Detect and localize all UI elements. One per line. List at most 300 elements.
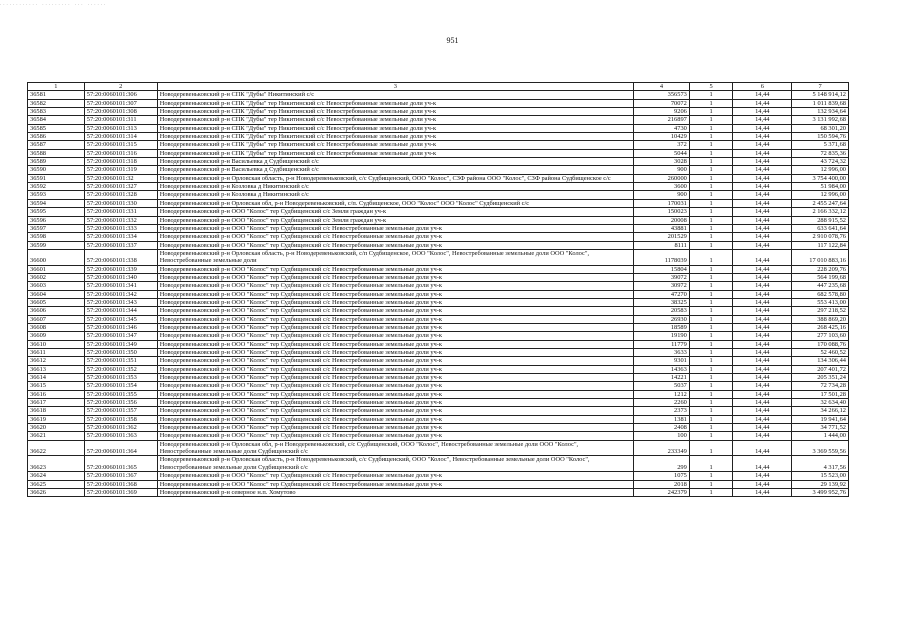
share-cell: 1 bbox=[689, 432, 733, 440]
share-cell: 1 bbox=[689, 480, 733, 488]
share-cell: 1 bbox=[689, 349, 733, 357]
address-cell: Новодеревеньковский р-н ООО "Колос" тер Судбищенский с/с Невостребованные земельные доли уч-к bbox=[157, 432, 633, 440]
area-cell: 1212 bbox=[634, 390, 690, 398]
rate-cell: 14,44 bbox=[733, 440, 792, 456]
row-number-cell: 36614 bbox=[28, 374, 85, 382]
value-cell: 72 835,36 bbox=[792, 149, 849, 157]
table-row bbox=[28, 265, 849, 273]
address-cell: Новодеревеньковский р-н Орловская обл, р-н Новодеревеньковский, с/с Судбищенский, ООО "Колос", Невостребованные земельные доли ООО "Колос", Невостребованные земельные доли Судбищенский с/с bbox=[157, 440, 633, 456]
rate-cell: 14,44 bbox=[733, 233, 792, 241]
area-cell: 4730 bbox=[634, 124, 690, 132]
cadastral-number-cell: 57:20:0060101:352 bbox=[84, 365, 157, 373]
rate-cell: 14,44 bbox=[733, 166, 792, 174]
rate-cell: 14,44 bbox=[733, 91, 792, 99]
area-cell: 233349 bbox=[634, 440, 690, 456]
table-row bbox=[28, 290, 849, 298]
address-cell: Новодеревеньковский р-н СПК "Дубы" тер Никитинский с/с Невостребованные земельные доли уч-к bbox=[157, 108, 633, 116]
share-cell: 1 bbox=[689, 382, 733, 390]
address-cell: Новодеревеньковский р-н ООО "Колос" тер Судбищенский с/с Невостребованные земельные доли уч-к bbox=[157, 407, 633, 415]
column-header: 7 bbox=[792, 83, 849, 91]
table-row bbox=[28, 149, 849, 157]
address-cell: Новодеревеньковский р-н ООО "Колос" тер Судбищенский с/с Земли граждан уч-к bbox=[157, 208, 633, 216]
row-number-cell: 36607 bbox=[28, 315, 85, 323]
area-cell: 1381 bbox=[634, 415, 690, 423]
share-cell: 1 bbox=[689, 108, 733, 116]
row-number-cell: 36600 bbox=[28, 249, 85, 265]
table-row bbox=[28, 158, 849, 166]
area-cell: 372 bbox=[634, 141, 690, 149]
share-cell: 1 bbox=[689, 233, 733, 241]
table-header bbox=[28, 83, 849, 91]
rate-cell: 14,44 bbox=[733, 374, 792, 382]
value-cell: 2 910 078,76 bbox=[792, 233, 849, 241]
cadastral-number-cell: 57:20:0060101:349 bbox=[84, 340, 157, 348]
address-cell: Новодеревеньковский р-н ООО "Колос" тер Судбищенский с/с Невостребованные земельные доли уч-к bbox=[157, 382, 633, 390]
row-number-cell: 36598 bbox=[28, 233, 85, 241]
table-row bbox=[28, 99, 849, 107]
rate-cell: 14,44 bbox=[733, 124, 792, 132]
value-cell: 268 425,16 bbox=[792, 323, 849, 331]
row-number-cell: 36589 bbox=[28, 158, 85, 166]
rate-cell: 14,44 bbox=[733, 191, 792, 199]
value-cell: 682 578,80 bbox=[792, 290, 849, 298]
address-cell: Новодеревеньковский р-н СПК "Дубы" тер Никитинский с/с Невостребованные земельные доли уч-к bbox=[157, 141, 633, 149]
address-cell: Новодеревеньковский р-н ООО "Колос" тер Судбищенский с/с Невостребованные земельные доли уч-к bbox=[157, 357, 633, 365]
address-cell: Новодеревеньковский р-н ООО "Колос" тер Судбищенский с/с Невостребованные земельные доли уч-к bbox=[157, 298, 633, 306]
address-cell: Новодеревеньковский р-н Васильевка д Судбищенский с/с bbox=[157, 158, 633, 166]
share-cell: 1 bbox=[689, 298, 733, 306]
address-cell: Новодеревеньковский р-н ООО "Колос" тер Судбищенский с/с Невостребованные земельные доли уч-к bbox=[157, 290, 633, 298]
rate-cell: 14,44 bbox=[733, 340, 792, 348]
value-cell: 15 523,00 bbox=[792, 472, 849, 480]
value-cell: 134 306,44 bbox=[792, 357, 849, 365]
address-cell: Новодеревеньковский р-н ООО "Колос" тер Судбищенский с/с Невостребованные земельные доли уч-к bbox=[157, 340, 633, 348]
cadastral-number-cell: 57:20:0060101:350 bbox=[84, 349, 157, 357]
address-cell: Новодеревеньковский р-н ООО "Колос" тер Судбищенский с/с Невостребованные земельные доли уч-к bbox=[157, 480, 633, 488]
area-cell: 10429 bbox=[634, 133, 690, 141]
area-cell: 19190 bbox=[634, 332, 690, 340]
row-number-cell: 36593 bbox=[28, 191, 85, 199]
value-cell: 564 199,68 bbox=[792, 273, 849, 281]
value-cell: 388 869,20 bbox=[792, 315, 849, 323]
value-cell: 205 351,24 bbox=[792, 374, 849, 382]
row-number-cell: 36606 bbox=[28, 307, 85, 315]
row-number-cell: 36622 bbox=[28, 440, 85, 456]
rate-cell: 14,44 bbox=[733, 407, 792, 415]
rate-cell: 14,44 bbox=[733, 249, 792, 265]
cadastral-number-cell: 57:20:0060101:346 bbox=[84, 323, 157, 331]
area-cell: 9301 bbox=[634, 357, 690, 365]
row-number-cell: 36585 bbox=[28, 124, 85, 132]
share-cell: 1 bbox=[689, 224, 733, 232]
cadastral-number-cell: 57:20:0060101:340 bbox=[84, 273, 157, 281]
address-cell: Новодеревеньковский р-н СПК "Дубы" Никитинский с/с bbox=[157, 91, 633, 99]
value-cell: 5 148 914,12 bbox=[792, 91, 849, 99]
share-cell: 1 bbox=[689, 158, 733, 166]
row-number-cell: 36624 bbox=[28, 472, 85, 480]
cadastral-number-cell: 57:20:0060101:354 bbox=[84, 382, 157, 390]
table-row bbox=[28, 191, 849, 199]
rate-cell: 14,44 bbox=[733, 357, 792, 365]
row-number-cell: 36619 bbox=[28, 415, 85, 423]
share-cell: 1 bbox=[689, 124, 733, 132]
share-cell: 1 bbox=[689, 424, 733, 432]
table-row bbox=[28, 208, 849, 216]
row-number-cell: 36613 bbox=[28, 365, 85, 373]
column-header: 1 bbox=[28, 83, 85, 91]
cadastral-number-cell: 57:20:0060101:369 bbox=[84, 488, 157, 496]
rate-cell: 14,44 bbox=[733, 365, 792, 373]
share-cell: 1 bbox=[689, 488, 733, 496]
value-cell: 277 103,60 bbox=[792, 332, 849, 340]
rate-cell: 14,44 bbox=[733, 273, 792, 281]
cadastral-number-cell: 57:20:0060101:332 bbox=[84, 216, 157, 224]
table-row bbox=[28, 183, 849, 191]
row-number-cell: 36620 bbox=[28, 424, 85, 432]
rate-cell: 14,44 bbox=[733, 158, 792, 166]
value-cell: 52 460,52 bbox=[792, 349, 849, 357]
column-header: 5 bbox=[689, 83, 733, 91]
area-cell: 1178039 bbox=[634, 249, 690, 265]
cadastral-number-cell: 57:20:0060101:315 bbox=[84, 141, 157, 149]
area-cell: 1075 bbox=[634, 472, 690, 480]
rate-cell: 14,44 bbox=[733, 456, 792, 472]
row-number-cell: 36588 bbox=[28, 149, 85, 157]
table-row bbox=[28, 456, 849, 472]
row-number-cell: 36599 bbox=[28, 241, 85, 249]
share-cell: 1 bbox=[689, 407, 733, 415]
table-row bbox=[28, 91, 849, 99]
row-number-cell: 36603 bbox=[28, 282, 85, 290]
area-cell: 38325 bbox=[634, 298, 690, 306]
rate-cell: 14,44 bbox=[733, 265, 792, 273]
address-cell: Новодеревеньковский р-н ООО "Колос" тер Судбищенский с/с Невостребованные земельные доли уч-к bbox=[157, 241, 633, 249]
row-number-cell: 36618 bbox=[28, 407, 85, 415]
cadastral-number-cell: 57:20:0060101:365 bbox=[84, 456, 157, 472]
value-cell: 12 996,00 bbox=[792, 191, 849, 199]
table-row bbox=[28, 332, 849, 340]
value-cell: 553 413,00 bbox=[792, 298, 849, 306]
address-cell: Новодеревеньковский р-н ООО "Колос" тер Судбищенский с/с Невостребованные земельные доли уч-к bbox=[157, 273, 633, 281]
share-cell: 1 bbox=[689, 265, 733, 273]
rate-cell: 14,44 bbox=[733, 108, 792, 116]
cadastral-number-cell: 57:20:0060101:32 bbox=[84, 174, 157, 182]
cadastral-number-cell: 57:20:0060101:318 bbox=[84, 158, 157, 166]
cadastral-number-cell: 57:20:0060101:343 bbox=[84, 298, 157, 306]
cadastral-number-cell: 57:20:0060101:306 bbox=[84, 91, 157, 99]
address-cell: Новодеревеньковский р-н Козловка д Никитинский с/с bbox=[157, 191, 633, 199]
rate-cell: 14,44 bbox=[733, 480, 792, 488]
address-cell: Новодеревеньковский р-н ООО "Колос" тер Судбищенский с/с Невостребованные земельные доли уч-к bbox=[157, 282, 633, 290]
area-cell: 14221 bbox=[634, 374, 690, 382]
share-cell: 1 bbox=[689, 273, 733, 281]
rate-cell: 14,44 bbox=[733, 424, 792, 432]
area-cell: 8111 bbox=[634, 241, 690, 249]
row-number-cell: 36596 bbox=[28, 216, 85, 224]
rate-cell: 14,44 bbox=[733, 323, 792, 331]
value-cell: 150 594,76 bbox=[792, 133, 849, 141]
share-cell: 1 bbox=[689, 133, 733, 141]
address-cell: Новодеревеньковский р-н СПК "Дубы" тер Никитинский с/с Невостребованные земельные доли уч-к bbox=[157, 149, 633, 157]
cadastral-number-cell: 57:20:0060101:356 bbox=[84, 399, 157, 407]
value-cell: 17 010 883,16 bbox=[792, 249, 849, 265]
area-cell: 5037 bbox=[634, 382, 690, 390]
rate-cell: 14,44 bbox=[733, 472, 792, 480]
area-cell: 47270 bbox=[634, 290, 690, 298]
value-cell: 2 166 332,12 bbox=[792, 208, 849, 216]
address-cell: Новодеревеньковский р-н Козловка д Никитинский с/с bbox=[157, 183, 633, 191]
table-row bbox=[28, 108, 849, 116]
rate-cell: 14,44 bbox=[733, 216, 792, 224]
rate-cell: 14,44 bbox=[733, 390, 792, 398]
area-cell: 15804 bbox=[634, 265, 690, 273]
row-number-cell: 36586 bbox=[28, 133, 85, 141]
rate-cell: 14,44 bbox=[733, 99, 792, 107]
area-cell: 242379 bbox=[634, 488, 690, 496]
cadastral-number-cell: 57:20:0060101:330 bbox=[84, 199, 157, 207]
table-row bbox=[28, 233, 849, 241]
value-cell: 1 011 839,68 bbox=[792, 99, 849, 107]
row-number-cell: 36604 bbox=[28, 290, 85, 298]
cadastral-number-cell: 57:20:0060101:345 bbox=[84, 315, 157, 323]
rate-cell: 14,44 bbox=[733, 183, 792, 191]
row-number-cell: 36625 bbox=[28, 480, 85, 488]
row-number-cell: 36592 bbox=[28, 183, 85, 191]
row-number-cell: 36587 bbox=[28, 141, 85, 149]
value-cell: 5 371,68 bbox=[792, 141, 849, 149]
value-cell: 2 455 247,64 bbox=[792, 199, 849, 207]
cadastral-number-cell: 57:20:0060101:355 bbox=[84, 390, 157, 398]
table-row bbox=[28, 488, 849, 496]
cadastral-number-cell: 57:20:0060101:334 bbox=[84, 233, 157, 241]
table-row bbox=[28, 357, 849, 365]
address-cell: Новодеревеньковский р-н ООО "Колос" тер Судбищенский с/с Земли граждан уч-к bbox=[157, 216, 633, 224]
share-cell: 1 bbox=[689, 323, 733, 331]
area-cell: 100 bbox=[634, 432, 690, 440]
rate-cell: 14,44 bbox=[733, 399, 792, 407]
table-row bbox=[28, 199, 849, 207]
rate-cell: 14,44 bbox=[733, 199, 792, 207]
value-cell: 32 634,40 bbox=[792, 399, 849, 407]
cadastral-number-cell: 57:20:0060101:327 bbox=[84, 183, 157, 191]
area-cell: 3633 bbox=[634, 349, 690, 357]
value-cell: 68 301,20 bbox=[792, 124, 849, 132]
area-cell: 299 bbox=[634, 456, 690, 472]
table-row bbox=[28, 424, 849, 432]
table-row bbox=[28, 407, 849, 415]
cadastral-number-cell: 57:20:0060101:351 bbox=[84, 357, 157, 365]
address-cell: Новодеревеньковский р-н ООО "Колос" тер Судбищенский с/с Невостребованные земельные доли уч-к bbox=[157, 323, 633, 331]
address-cell: Новодеревеньковский р-н ООО "Колос" тер Судбищенский с/с Невостребованные земельные доли уч-к bbox=[157, 307, 633, 315]
area-cell: 43881 bbox=[634, 224, 690, 232]
column-header: 6 bbox=[733, 83, 792, 91]
share-cell: 1 bbox=[689, 282, 733, 290]
rate-cell: 14,44 bbox=[733, 290, 792, 298]
area-cell: 11779 bbox=[634, 340, 690, 348]
table-row bbox=[28, 315, 849, 323]
value-cell: 207 401,72 bbox=[792, 365, 849, 373]
table-row bbox=[28, 415, 849, 423]
rate-cell: 14,44 bbox=[733, 307, 792, 315]
cadastral-number-cell: 57:20:0060101:347 bbox=[84, 332, 157, 340]
rate-cell: 14,44 bbox=[733, 382, 792, 390]
address-cell: Новодеревеньковский р-н ООО "Колос" тер Судбищенский с/с Невостребованные земельные доли уч-к bbox=[157, 265, 633, 273]
table-row bbox=[28, 307, 849, 315]
share-cell: 1 bbox=[689, 208, 733, 216]
address-cell: Новодеревеньковский р-н ООО "Колос" тер Судбищенский с/с Невостребованные земельные доли уч-к bbox=[157, 365, 633, 373]
row-number-cell: 36611 bbox=[28, 349, 85, 357]
row-number-cell: 36584 bbox=[28, 116, 85, 124]
address-cell: Новодеревеньковский р-н Васильевка д Судбищенский с/с bbox=[157, 166, 633, 174]
area-cell: 900 bbox=[634, 191, 690, 199]
row-number-cell: 36610 bbox=[28, 340, 85, 348]
row-number-cell: 36626 bbox=[28, 488, 85, 496]
share-cell: 1 bbox=[689, 315, 733, 323]
area-cell: 5044 bbox=[634, 149, 690, 157]
row-number-cell: 36583 bbox=[28, 108, 85, 116]
table-row bbox=[28, 216, 849, 224]
cadastral-number-cell: 57:20:0060101:333 bbox=[84, 224, 157, 232]
rate-cell: 14,44 bbox=[733, 116, 792, 124]
rate-cell: 14,44 bbox=[733, 282, 792, 290]
address-cell: Новодеревеньковский р-н ООО "Колос" тер Судбищенский с/с Невостребованные земельные доли уч-к bbox=[157, 349, 633, 357]
column-header: 3 bbox=[157, 83, 633, 91]
rate-cell: 14,44 bbox=[733, 141, 792, 149]
value-cell: 117 122,84 bbox=[792, 241, 849, 249]
share-cell: 1 bbox=[689, 199, 733, 207]
address-cell: Новодеревеньковский р-н ООО "Колос" тер Судбищенский с/с Невостребованные земельные доли уч-к bbox=[157, 374, 633, 382]
share-cell: 1 bbox=[689, 415, 733, 423]
cadastral-number-cell: 57:20:0060101:344 bbox=[84, 307, 157, 315]
share-cell: 1 bbox=[689, 340, 733, 348]
rate-cell: 14,44 bbox=[733, 432, 792, 440]
page-number: 951 bbox=[446, 36, 459, 45]
cadastral-number-cell: 57:20:0060101:337 bbox=[84, 241, 157, 249]
table-row bbox=[28, 432, 849, 440]
cadastral-number-cell: 57:20:0060101:368 bbox=[84, 480, 157, 488]
table-body bbox=[28, 91, 849, 497]
table-row bbox=[28, 174, 849, 182]
address-cell: Новодеревеньковский р-н Орловская обл, р-н Новодеревеньковский, с/п. Судбищенское, ООО "Колос" ООО "Колос" Судбищенский с/с bbox=[157, 199, 633, 207]
share-cell: 1 bbox=[689, 290, 733, 298]
value-cell: 447 235,68 bbox=[792, 282, 849, 290]
table-row bbox=[28, 133, 849, 141]
area-cell: 30972 bbox=[634, 282, 690, 290]
area-cell: 900 bbox=[634, 166, 690, 174]
address-cell: Новодеревеньковский р-н северное н.п. Хомутово bbox=[157, 488, 633, 496]
area-cell: 2018 bbox=[634, 480, 690, 488]
address-cell: Новодеревеньковский р-н ООО "Колос" тер Судбищенский с/с Невостребованные земельные доли уч-к bbox=[157, 233, 633, 241]
table-row bbox=[28, 249, 849, 265]
table-row bbox=[28, 116, 849, 124]
value-cell: 72 734,28 bbox=[792, 382, 849, 390]
table-row bbox=[28, 399, 849, 407]
row-number-cell: 36591 bbox=[28, 174, 85, 182]
value-cell: 34 771,52 bbox=[792, 424, 849, 432]
value-cell: 3 131 992,68 bbox=[792, 116, 849, 124]
cadastral-number-cell: 57:20:0060101:313 bbox=[84, 124, 157, 132]
header-row bbox=[28, 83, 849, 91]
table-row bbox=[28, 472, 849, 480]
share-cell: 1 bbox=[689, 332, 733, 340]
address-cell: Новодеревеньковский р-н Орловская область, р-н Новодеревеньковский, с/с Судбищенский, ООО "Колос", Невостребованные земельные доли ООО "Колос", Невостребованные земельные доли Судбищенский с/с bbox=[157, 456, 633, 472]
share-cell: 1 bbox=[689, 174, 733, 182]
rate-cell: 14,44 bbox=[733, 133, 792, 141]
area-cell: 356573 bbox=[634, 91, 690, 99]
row-number-cell: 36608 bbox=[28, 323, 85, 331]
area-cell: 39072 bbox=[634, 273, 690, 281]
row-number-cell: 36605 bbox=[28, 298, 85, 306]
rate-cell: 14,44 bbox=[733, 315, 792, 323]
value-cell: 3 369 559,56 bbox=[792, 440, 849, 456]
rate-cell: 14,44 bbox=[733, 241, 792, 249]
address-cell: Новодеревеньковский р-н ООО "Колос" тер Судбищенский с/с Невостребованные земельные доли уч-к bbox=[157, 399, 633, 407]
row-number-cell: 36602 bbox=[28, 273, 85, 281]
cadastral-number-cell: 57:20:0060101:316 bbox=[84, 149, 157, 157]
share-cell: 1 bbox=[689, 99, 733, 107]
table-row bbox=[28, 365, 849, 373]
row-number-cell: 36595 bbox=[28, 208, 85, 216]
area-cell: 170031 bbox=[634, 199, 690, 207]
cadastral-number-cell: 57:20:0060101:364 bbox=[84, 440, 157, 456]
area-cell: 2373 bbox=[634, 407, 690, 415]
address-cell: Новодеревеньковский р-н Орловская область, р-н Новодеревеньковский, с/с Судбищенский, ООО "Колос", СЗФ района ООО "Колос", СЗФ района Судбищенское с/с bbox=[157, 174, 633, 182]
table-row bbox=[28, 323, 849, 331]
row-number-cell: 36616 bbox=[28, 390, 85, 398]
cadastral-number-cell: 57:20:0060101:363 bbox=[84, 432, 157, 440]
share-cell: 1 bbox=[689, 191, 733, 199]
row-number-cell: 36594 bbox=[28, 199, 85, 207]
area-cell: 70072 bbox=[634, 99, 690, 107]
table-row bbox=[28, 166, 849, 174]
share-cell: 1 bbox=[689, 440, 733, 456]
row-number-cell: 36597 bbox=[28, 224, 85, 232]
address-cell: Новодеревеньковский р-н ООО "Колос" тер Судбищенский с/с Невостребованные земельные доли уч-к bbox=[157, 224, 633, 232]
address-cell: Новодеревеньковский р-н ООО "Колос" тер Судбищенский с/с Невостребованные земельные доли уч-к bbox=[157, 472, 633, 480]
table-row bbox=[28, 390, 849, 398]
rate-cell: 14,44 bbox=[733, 349, 792, 357]
cadastral-number-cell: 57:20:0060101:307 bbox=[84, 99, 157, 107]
share-cell: 1 bbox=[689, 91, 733, 99]
share-cell: 1 bbox=[689, 116, 733, 124]
value-cell: 1 444,00 bbox=[792, 432, 849, 440]
share-cell: 1 bbox=[689, 216, 733, 224]
value-cell: 29 139,92 bbox=[792, 480, 849, 488]
scan-header-noise: ............ ......... ... ...... bbox=[0, 2, 108, 7]
cadastral-number-cell: 57:20:0060101:339 bbox=[84, 265, 157, 273]
rate-cell: 14,44 bbox=[733, 149, 792, 157]
address-cell: Новодеревеньковский р-н ООО "Колос" тер Судбищенский с/с Невостребованные земельные доли уч-к bbox=[157, 415, 633, 423]
area-cell: 26930 bbox=[634, 315, 690, 323]
cadastral-number-cell: 57:20:0060101:357 bbox=[84, 407, 157, 415]
row-number-cell: 36582 bbox=[28, 99, 85, 107]
rate-cell: 14,44 bbox=[733, 415, 792, 423]
table-row bbox=[28, 374, 849, 382]
row-number-cell: 36609 bbox=[28, 332, 85, 340]
row-number-cell: 36615 bbox=[28, 382, 85, 390]
column-header: 4 bbox=[634, 83, 690, 91]
value-cell: 4 317,56 bbox=[792, 456, 849, 472]
share-cell: 1 bbox=[689, 149, 733, 157]
area-cell: 20583 bbox=[634, 307, 690, 315]
area-cell: 3600 bbox=[634, 183, 690, 191]
share-cell: 1 bbox=[689, 166, 733, 174]
value-cell: 132 934,64 bbox=[792, 108, 849, 116]
table-row bbox=[28, 273, 849, 281]
value-cell: 288 915,52 bbox=[792, 216, 849, 224]
cadastral-table bbox=[27, 82, 849, 497]
area-cell: 2408 bbox=[634, 424, 690, 432]
